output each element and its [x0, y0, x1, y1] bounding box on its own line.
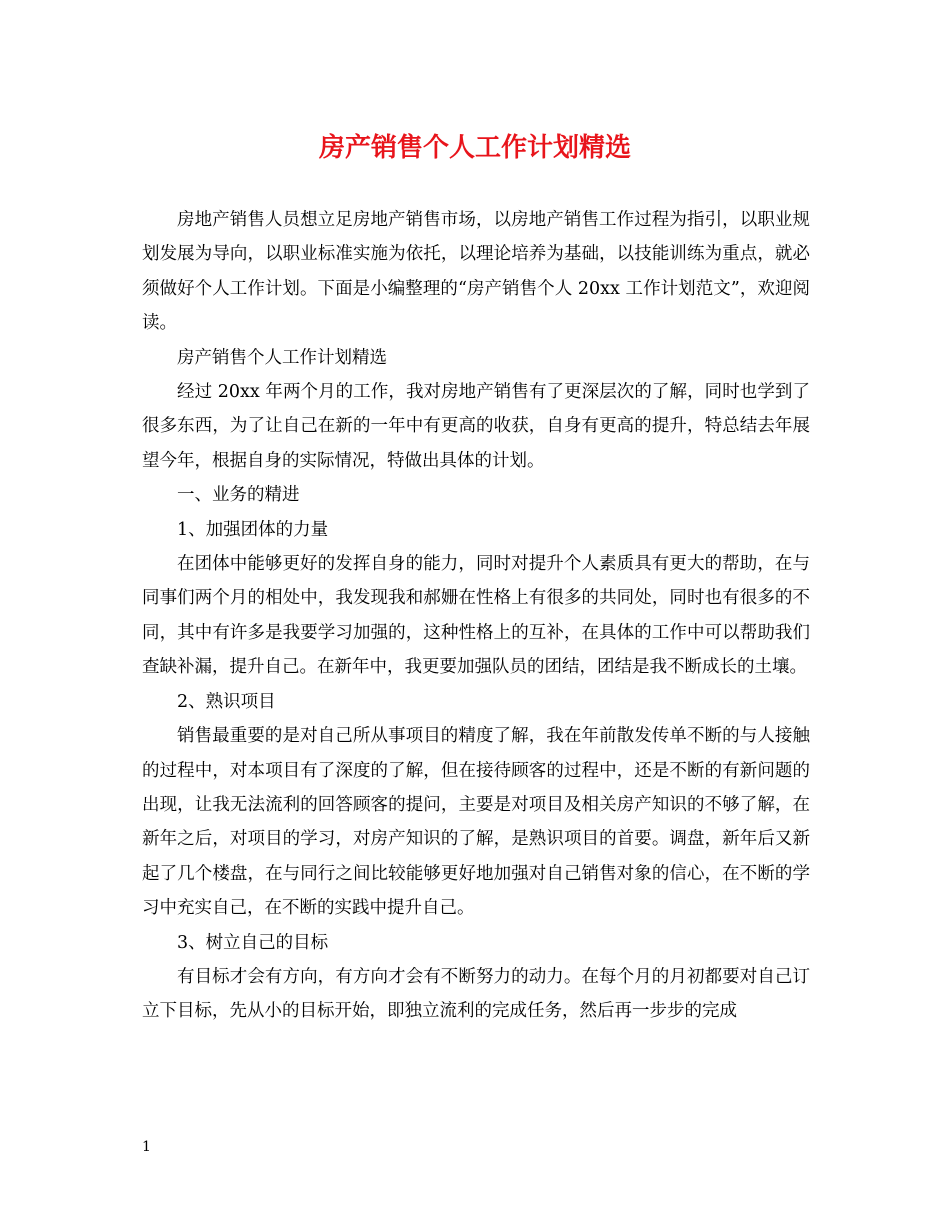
document-body: [142, 203, 810, 1029]
page-number: 1: [142, 1139, 151, 1155]
paragraph-team: 在团体中能够更好的发挥自身的能力，同时对提升个人素质具有更大的帮助，在与同事们两个月的相处中，我发现我和郝姗在性格上有很多的共同处，同时也有很多的不同，其中有许多是我要学习加强的，这种性格上的互补，在具体的工作中可以帮助我们查缺补漏，提升自己。在新年中，我更要加强队员的团结，团结是我不断成长的土壤。: [142, 554, 810, 678]
paragraph-goals: 有目标才会有方向，有方向才会有不断努力的动力。在每个月的月初都要对自己订立下目标，先从小的目标开始，即独立流利的完成任务，然后再一步步的完成: [142, 966, 810, 1022]
section-heading-business: 一、业务的精进: [177, 485, 300, 506]
paragraph-summary: 经过 20xx 年两个月的工作，我对房地产销售有了更深层次的了解，同时也学到了很多东西，为了让自己在新的一年中有更高的收获，自身有更高的提升，特总结去年展望今年，根据自身的实际情况，特做出具体的计划。: [142, 382, 810, 471]
subheading-team: 1、加强团体的力量: [177, 519, 329, 540]
paragraph-project: 销售最重要的是对自己所从事项目的精度了解，我在年前散发传单不断的与人接触的过程中，对本项目有了深度的了解，但在接待顾客的过程中，还是不断的有新问题的出现，让我无法流利的回答顾客的提问，主要是对项目及相关房产知识的不够了解，在新年之后，对项目的学习，对房产知识的了解，是熟识项目的首要。调盘，新年后又新起了几个楼盘，在与同行之间比较能够更好地加强对自己销售对象的信心，在不断的学习中充实自己，在不断的实践中提升自己。: [142, 726, 810, 919]
subheading-project: 2、熟识项目: [177, 691, 276, 712]
paragraph-subtitle: 房产销售个人工作计划精选: [177, 347, 387, 368]
document-title: 房产销售个人工作计划精选: [318, 133, 631, 163]
subheading-goals: 3、树立自己的目标: [177, 932, 329, 953]
paragraph-intro: 房地产销售人员想立足房地产销售市场，以房地产销售工作过程为指引，以职业规划发展为导向，以职业标准实施为依托，以理论培养为基础，以技能训练为重点，就必须做好个人工作计划。下面是小编整理的“房产销售个人 20xx 工作计划范文”，欢迎阅读。: [142, 210, 810, 334]
